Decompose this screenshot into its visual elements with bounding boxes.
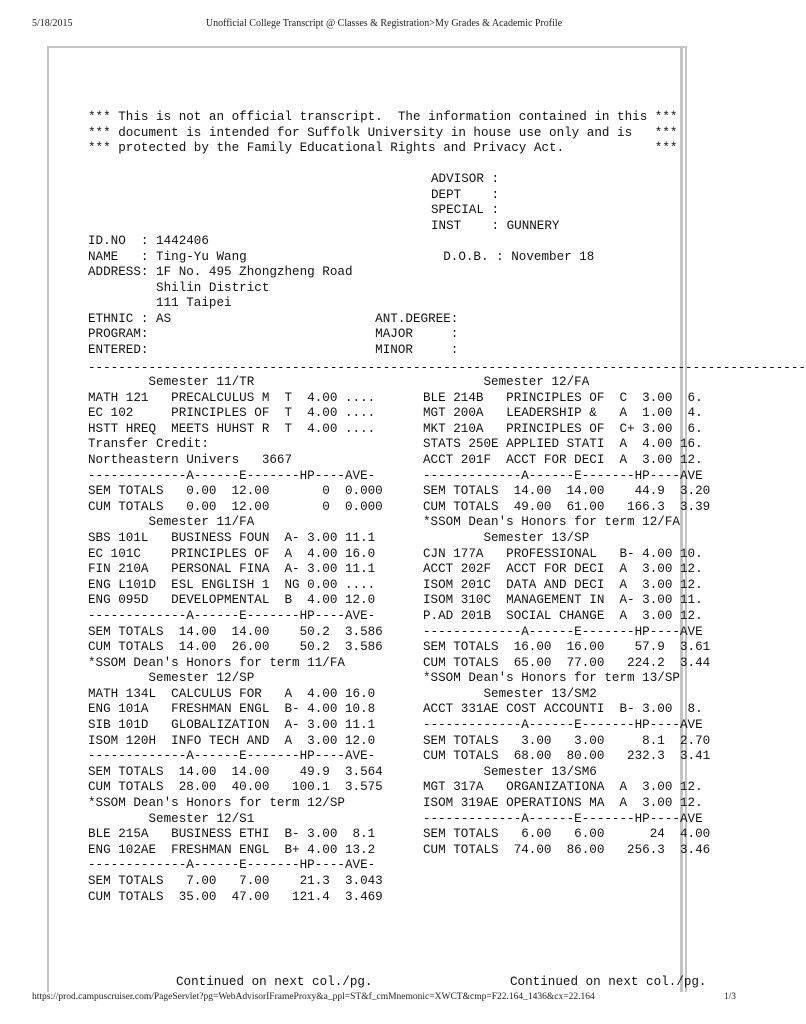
transcript-line: Semester 11/TR: [88, 375, 255, 389]
transcript-line: SEM TOTALS 0.00 12.00 0 0.000: [88, 484, 383, 499]
address-line: Shilin District: [88, 280, 270, 295]
advisor-field: ADVISOR :: [431, 172, 500, 186]
transcript-line: *SSOM Dean's Honors for term 12/SP: [88, 796, 345, 811]
transcript-line: Semester 13/SM2: [423, 686, 597, 701]
address-line: 111 Taipei: [88, 296, 232, 310]
page-number: 1/3: [723, 992, 736, 1002]
transcript-line: -------------A------E-------HP----AVE: [423, 468, 703, 483]
transcript-line: MKT 210A PRINCIPLES OF C+ 3.00 6.: [423, 421, 703, 436]
transcript-line: FIN 210A PERSONAL FINA A- 3.00 11.1: [88, 562, 376, 577]
page-url: https://prod.campuscruiser.com/PageServlet?pg=WebAdvisorIFrameProxy&a_ppl=ST&f_cmMnemonic=XWCT&cmp=F22.164_1436&cx=22.164: [32, 992, 595, 1002]
transcript-line: HSTT HREQ MEETS HUHST R T 4.00 ....: [88, 421, 376, 436]
transcript-line: ENG 102AE FRESHMAN ENGL B+ 4.00 13.2: [88, 842, 376, 857]
print-date: 5/18/2015: [32, 18, 73, 29]
transcript-line: ENG L101D ESL ENGLISH 1 NG 0.00 ....: [88, 577, 376, 592]
transcript-line: Semester 11/FA: [88, 515, 255, 530]
student-name: NAME : Ting-Yu Wang D.O.B. : November 18: [88, 249, 595, 264]
notice-line: *** protected by the Family Educational Rights and Privacy Act. ***: [88, 141, 678, 155]
transcript-line: STATS 250E APPLIED STATI A 4.00 16.: [423, 437, 703, 452]
special-field: SPECIAL :: [431, 203, 500, 217]
transcript-line: SEM TOTALS 3.00 3.00 8.1 2.70: [423, 733, 711, 748]
continued-note-right: Continued on next col./pg.: [510, 975, 707, 989]
transcript-line: P.AD 201B SOCIAL CHANGE A 3.00 12.: [423, 608, 703, 623]
transcript-line: SBS 101L BUSINESS FOUN A- 3.00 11.1: [88, 530, 376, 545]
transcript-line: -------------A------E-------HP----AVE-: [88, 858, 376, 873]
transcript-line: SEM TOTALS 14.00 14.00 44.9 3.20: [423, 484, 711, 499]
transcript-line: *SSOM Dean's Honors for term 12/FA: [423, 515, 680, 530]
transcript-line: CUM TOTALS 74.00 86.00 256.3 3.46: [423, 842, 711, 857]
transcript-line: -------------A------E-------HP----AVE: [423, 811, 703, 826]
transcript-line: CUM TOTALS 68.00 80.00 232.3 3.41: [423, 749, 711, 764]
transcript-line: SIB 101D GLOBALIZATION A- 3.00 11.1: [88, 718, 376, 733]
transcript-line: ACCT 202F ACCT FOR DECI A 3.00 12.: [423, 562, 703, 577]
transcript-line: BLE 214B PRINCIPLES OF C 3.00 6.: [423, 390, 703, 405]
transcript-line: ISOM 319AE OPERATIONS MA A 3.00 12.: [423, 796, 703, 811]
transcript-line: CUM TOTALS 28.00 40.00 100.1 3.575: [88, 780, 383, 795]
transcript-line: MGT 200A LEADERSHIP & A 1.00 4.: [423, 406, 703, 421]
transcript-line: SEM TOTALS 14.00 14.00 50.2 3.586: [88, 624, 383, 639]
transcript-line: EC 101C PRINCIPLES OF A 4.00 16.0: [88, 546, 376, 561]
divider: -----------------------------------------------------------------------------------------------: [88, 361, 806, 375]
transcript-line: ENG 101A FRESHMAN ENGL B- 4.00 10.8: [88, 702, 376, 717]
transcript-line: -------------A------E-------HP----AVE-: [88, 749, 376, 764]
notice-line: *** This is not an official transcript. The information contained in this ***: [88, 110, 678, 124]
transcript-line: Northeastern Univers 3667: [88, 452, 293, 467]
transcript-line: Semester 13/SM6: [423, 764, 597, 779]
transcript-line: -------------A------E-------HP----AVE: [423, 624, 703, 639]
program-line: PROGRAM: MAJOR :: [88, 327, 459, 341]
transcript-line: MATH 121 PRECALCULUS M T 4.00 ....: [88, 390, 376, 405]
page-title: Unofficial College Transcript @ Classes & Registration>My Grades & Academic Profile: [205, 18, 563, 29]
transcript-line: ISOM 310C MANAGEMENT IN A- 3.00 11.: [423, 593, 703, 608]
transcript-line: *SSOM Dean's Honors for term 13/SP: [423, 671, 680, 686]
transcript-line: MGT 317A ORGANIZATIONA A 3.00 12.: [423, 780, 703, 795]
student-id: ID.NO : 1442406: [88, 234, 209, 248]
transcript-line: CUM TOTALS 49.00 61.00 166.3 3.39: [423, 499, 711, 514]
right-column: [423, 375, 733, 858]
address-line: ADDRESS: 1F No. 495 Zhongzheng Road: [88, 265, 353, 279]
transcript-line: EC 102 PRINCIPLES OF T 4.00 ....: [88, 406, 376, 421]
left-column: [88, 375, 398, 905]
transcript-line: BLE 215A BUSINESS ETHI B- 3.00 8.1: [88, 827, 376, 842]
transcript-line: ACCT 201F ACCT FOR DECI A 3.00 12.: [423, 452, 703, 467]
entered-line: ENTERED: MINOR :: [88, 342, 459, 357]
transcript-line: SEM TOTALS 14.00 14.00 49.9 3.564: [88, 764, 383, 779]
transcript-line: SEM TOTALS 7.00 7.00 21.3 3.043: [88, 874, 383, 888]
inst-field: INST : GUNNERY: [431, 218, 560, 233]
transcript-line: ENG 095D DEVELOPMENTAL B 4.00 12.0: [88, 593, 376, 608]
transcript-line: MATH 134L CALCULUS FOR A 4.00 16.0: [88, 686, 376, 701]
transcript-line: ISOM 120H INFO TECH AND A 3.00 12.0: [88, 733, 376, 748]
transcript-line: Semester 12/FA: [423, 375, 590, 389]
transcript-line: SEM TOTALS 6.00 6.00 24 4.00: [423, 827, 711, 842]
page-header: [0, 18, 768, 32]
transcript-line: CUM TOTALS 65.00 77.00 224.2 3.44: [423, 655, 711, 670]
transcript-line: -------------A------E-------HP----AVE: [423, 718, 703, 733]
transcript-line: ISOM 201C DATA AND DECI A 3.00 12.: [423, 577, 703, 592]
transcript-line: CUM TOTALS 0.00 12.00 0 0.000: [88, 499, 383, 514]
notice-line: *** document is intended for Suffolk University in house use only and is ***: [88, 125, 678, 140]
transcript-line: Transfer Credit:: [88, 437, 209, 452]
transcript-line: -------------A------E-------HP----AVE-: [88, 468, 376, 483]
transcript-line: CJN 177A PROFESSIONAL B- 4.00 10.: [423, 546, 703, 561]
transcript-line: *SSOM Dean's Honors for term 11/FA: [88, 655, 345, 670]
transcript-line: -------------A------E-------HP----AVE-: [88, 608, 376, 623]
page-footer: [0, 992, 768, 1006]
transcript-line: CUM TOTALS 35.00 47.00 121.4 3.469: [88, 889, 383, 904]
transcript-line: Semester 12/S1: [88, 811, 255, 826]
transcript-line: Semester 12/SP: [88, 671, 255, 686]
transcript-line: SEM TOTALS 16.00 16.00 57.9 3.61: [423, 640, 711, 655]
transcript-line: ACCT 331AE COST ACCOUNTI B- 3.00 8.: [423, 702, 703, 717]
dept-field: DEPT :: [431, 187, 500, 202]
ethnic-line: ETHNIC : AS ANT.DEGREE:: [88, 311, 459, 326]
transcript-line: Semester 13/SP: [423, 530, 590, 545]
continued-note-left: Continued on next col./pg.: [176, 975, 373, 989]
transcript-line: CUM TOTALS 14.00 26.00 50.2 3.586: [88, 640, 383, 655]
